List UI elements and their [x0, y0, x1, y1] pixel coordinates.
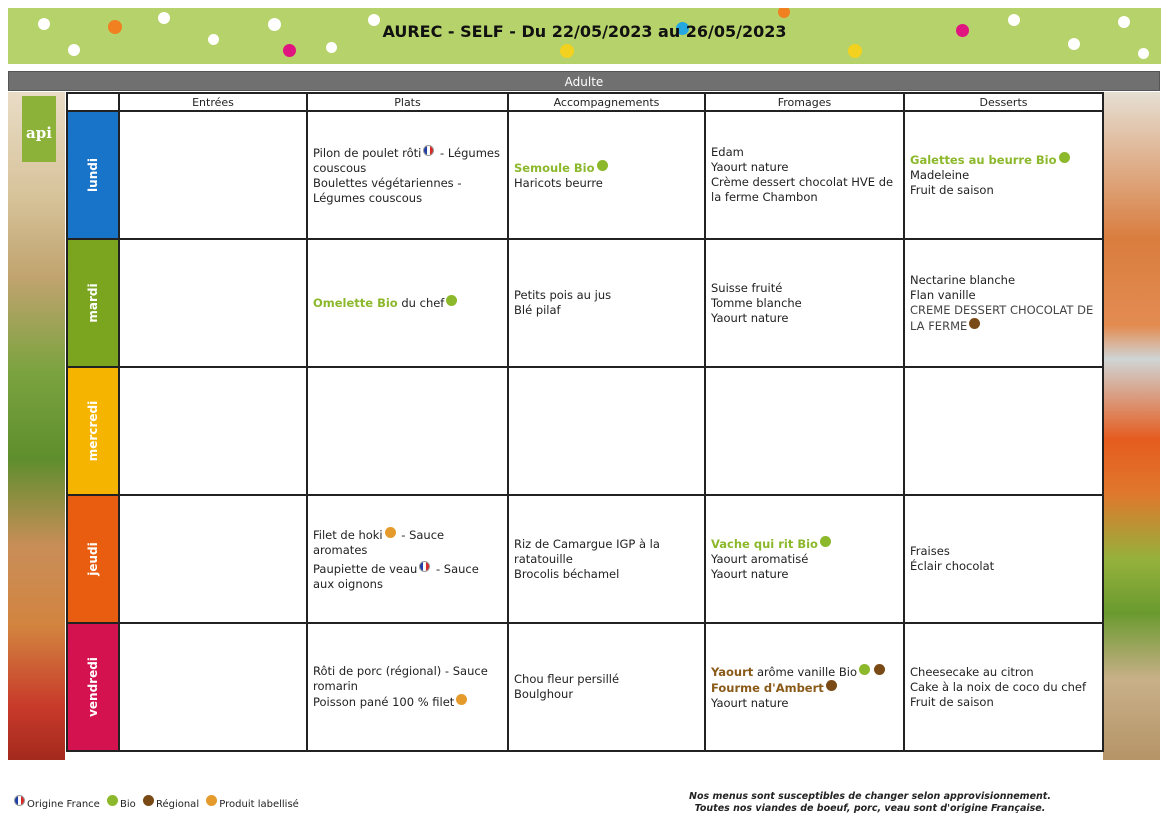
decorative-food-image-left: [8, 92, 65, 760]
cell-plats: [307, 239, 508, 367]
dish-line: [313, 561, 502, 592]
dish-name: Éclair chocolat: [910, 559, 995, 573]
footnote-line: Toutes nos viandes de boeuf, porc, veau sont d'origine Française.: [694, 803, 1046, 814]
cell-plats: [307, 367, 508, 495]
dish-name: Cake à la noix de coco du chef: [910, 679, 1087, 694]
dish-name: Fruit de saison: [910, 694, 994, 709]
origine-france-icon: [423, 145, 434, 156]
regional-icon: [143, 795, 154, 806]
cell-fromages: [705, 367, 904, 495]
dish-name-bio: Vache qui rit Bio: [711, 537, 818, 551]
dish-name: Edam: [711, 145, 744, 159]
cell-accompagnements: [508, 495, 705, 623]
api-logo: api: [22, 96, 56, 162]
cell-accompagnements: [508, 623, 705, 751]
header-row: [67, 93, 1103, 111]
decorative-food-image-right: [1103, 92, 1160, 760]
dish-name: Yaourt nature: [711, 567, 789, 581]
day-row-jeudi: [67, 495, 1103, 623]
dish-name: Madeleine: [910, 168, 970, 182]
column-header-fromages: Fromages: [705, 93, 904, 111]
decorative-dot: [68, 44, 80, 56]
cell-fromages: [705, 111, 904, 239]
day-label: mercredi: [86, 400, 100, 462]
dish-name: - Légumes couscous: [313, 145, 500, 175]
dish-name: Suisse fruité: [711, 280, 783, 295]
column-header-accompagnements: Accompagnements: [508, 93, 705, 111]
decorative-dot: [778, 8, 790, 18]
cell-desserts: [904, 495, 1103, 623]
corner-cell: [67, 93, 119, 111]
cell-fromages: [705, 495, 904, 623]
bio-icon: [820, 536, 831, 547]
footnote: [620, 791, 1120, 815]
dish-name: Poisson pané 100 % filet: [313, 695, 455, 709]
legend-label: Régional: [155, 799, 200, 810]
dish-name: du chef: [397, 296, 445, 310]
cell-fromages: [705, 623, 904, 751]
column-header-plats: Plats: [307, 93, 508, 111]
day-row-mercredi: [67, 367, 1103, 495]
day-label-cell: [67, 239, 119, 367]
cell-desserts: [904, 111, 1103, 239]
decorative-dot: [848, 44, 862, 58]
column-header-entrees: Entrées: [119, 93, 307, 111]
decorative-dot: [560, 44, 574, 58]
decorative-dot: [1138, 48, 1149, 59]
dish-name: - Sauce aromates: [313, 527, 445, 557]
dish-name: Flan vanille: [910, 287, 976, 302]
dish-name: Blé pilaf: [514, 303, 561, 317]
dish-name: Chou fleur persillé: [514, 672, 620, 686]
dish-name: Fruit de saison: [910, 183, 994, 197]
day-label: mardi: [86, 283, 100, 323]
cell-accompagnements: [508, 367, 705, 495]
day-label-cell: [67, 367, 119, 495]
dish-name: Pilon de poulet rôti: [313, 145, 422, 160]
day-row-mardi: [67, 239, 1103, 367]
dish-name: Cheesecake au citron: [910, 664, 1034, 679]
menu-table-container: [66, 92, 1102, 760]
dish-name: - Sauce aux oignons: [313, 561, 479, 591]
dish-name: Petits pois au jus: [514, 288, 612, 302]
bio-icon: [1059, 152, 1070, 163]
cell-desserts: [904, 367, 1103, 495]
dish-name: Fraises: [910, 544, 950, 558]
cell-plats: [307, 495, 508, 623]
origine-france-icon: [14, 795, 25, 806]
regional-icon: [826, 680, 837, 691]
dish-name: Tomme blanche: [711, 295, 802, 310]
dish-name: Paupiette de veau: [313, 561, 418, 576]
legend: [12, 795, 301, 810]
dish-name: Yaourt aromatisé: [711, 552, 809, 566]
dish-name-regional: Yaourt: [711, 664, 754, 679]
day-label-cell: [67, 623, 119, 751]
dish-name: Crème dessert chocolat HVE de la ferme Chambon: [711, 175, 894, 204]
cell-entrees: [119, 495, 307, 623]
dish-name: Haricots beurre: [514, 175, 603, 190]
dish-name: arôme vanille Bio: [753, 664, 858, 679]
cell-plats: [307, 111, 508, 239]
cell-entrees: [119, 111, 307, 239]
day-row-lundi: [67, 111, 1103, 239]
menu-table: [66, 92, 1104, 752]
dish-name: Yaourt nature: [711, 160, 789, 174]
dish-name-bio: Semoule Bio: [514, 160, 595, 175]
legend-label: Bio: [120, 799, 136, 810]
legend-label: Produit labellisé: [219, 799, 299, 810]
bio-icon: [859, 664, 870, 675]
decorative-dot: [283, 44, 296, 57]
decorative-dot: [326, 42, 337, 53]
column-header-desserts: Desserts: [904, 93, 1103, 111]
cell-entrees: [119, 367, 307, 495]
origine-france-icon: [419, 561, 430, 572]
day-label-cell: [67, 111, 119, 239]
day-label-cell: [67, 495, 119, 623]
cell-plats: [307, 623, 508, 751]
dish-name-regional: Fourme d'Ambert: [711, 680, 824, 695]
produit-labellise-icon: [385, 527, 396, 538]
day-label: lundi: [86, 158, 100, 192]
dish-name: Boulghour: [514, 687, 574, 701]
dish-name-bio: Omelette Bio: [313, 296, 398, 310]
cell-accompagnements: [508, 239, 705, 367]
dish-name: Riz de Camargue IGP à la ratatouille: [514, 536, 660, 566]
cell-accompagnements: [508, 111, 705, 239]
page-title: AUREC - SELF - Du 22/05/2023 au 26/05/2023: [382, 22, 787, 41]
bio-icon: [107, 795, 118, 806]
produit-labellise-icon: [206, 795, 217, 806]
dish-name: Boulettes végétariennes - Légumes couscous: [313, 175, 462, 205]
cell-entrees: [119, 623, 307, 751]
bio-icon: [597, 160, 608, 171]
section-label: Adulte: [8, 71, 1160, 91]
bio-icon: [446, 295, 457, 306]
day-row-vendredi: [67, 623, 1103, 751]
dish-line: [711, 680, 898, 696]
dish-name-bio: Galettes au beurre Bio: [910, 153, 1057, 167]
dish-name: Filet de hoki: [313, 527, 383, 542]
dish-name: Rôti de porc (régional) - Sauce romarin: [313, 664, 488, 693]
cell-desserts: [904, 623, 1103, 751]
day-label: vendredi: [86, 657, 100, 717]
dish-name: Yaourt nature: [711, 310, 789, 325]
dish-name: Brocolis béchamel: [514, 566, 620, 581]
produit-labellise-icon: [456, 694, 467, 705]
cell-entrees: [119, 239, 307, 367]
cell-desserts: [904, 239, 1103, 367]
dish-name: Nectarine blanche: [910, 272, 1016, 287]
regional-icon: [969, 318, 980, 329]
cell-fromages: [705, 239, 904, 367]
footnote-line: Nos menus sont susceptibles de changer selon approvisionnement.: [689, 791, 1051, 802]
dish-name: CREME DESSERT CHOCOLAT DE LA FERME: [910, 302, 1094, 333]
dish-name: Yaourt nature: [711, 695, 789, 710]
day-label: jeudi: [86, 542, 100, 576]
legend-label: Origine France: [27, 799, 100, 810]
regional-icon: [874, 664, 885, 675]
menu-header-banner: [8, 8, 1161, 64]
